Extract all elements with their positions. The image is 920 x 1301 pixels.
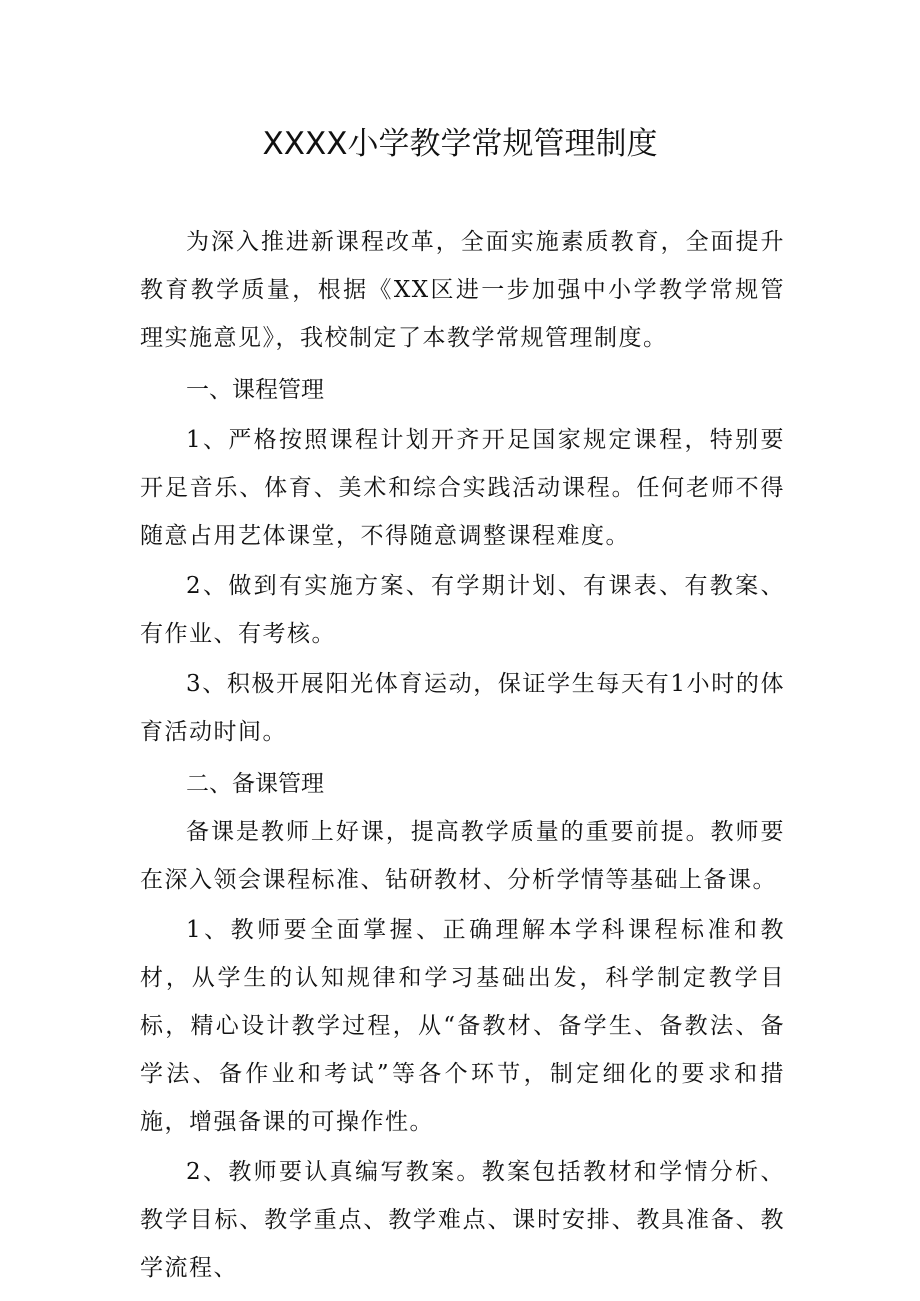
document-title: XXXX小学教学常规管理制度 bbox=[262, 126, 658, 162]
intro-paragraph: 为深入推进新课程改革，全面实施素质教育，全面提升教育教学质量，根据《XX区进一步加强中小学教学常规管理实施意见》，我校制定了本教学常规管理制度。 bbox=[140, 229, 785, 351]
section-heading-course-management: 一、课程管理 bbox=[186, 377, 324, 403]
preparation-intro: 备课是教师上好课，提高教学质量的重要前提。教师要在深入领会课程标准、钻研教材、分析学情等基础上备课。 bbox=[140, 819, 785, 893]
course-item-2: 2、做到有实施方案、有学期计划、有课表、有教案、有作业、有考核。 bbox=[140, 573, 785, 647]
document-body bbox=[140, 218, 785, 1292]
preparation-item-2: 2、教师要认真编写教案。教案包括教材和学情分析、教学目标、教学重点、教学难点、课时安排、教具准备、教学流程、 bbox=[140, 1159, 785, 1281]
preparation-item-1: 1、教师要全面掌握、正确理解本学科课程标准和教材，从学生的认知规律和学习基础出发，科学制定教学目标，精心设计教学过程，从“备教材、备学生、备教法、备学法、备作业和考试”等各个环节，制定细化的要求和措施，增强备课的可操作性。 bbox=[140, 917, 785, 1135]
course-item-1: 1、严格按照课程计划开齐开足国家规定课程，特别要开足音乐、体育、美术和综合实践活动课程。任何老师不得随意占用艺体课堂，不得随意调整课程难度。 bbox=[140, 427, 785, 549]
section-heading-lesson-preparation: 二、备课管理 bbox=[186, 771, 324, 797]
course-item-3: 3、积极开展阳光体育运动，保证学生每天有1小时的体育活动时间。 bbox=[140, 671, 785, 745]
